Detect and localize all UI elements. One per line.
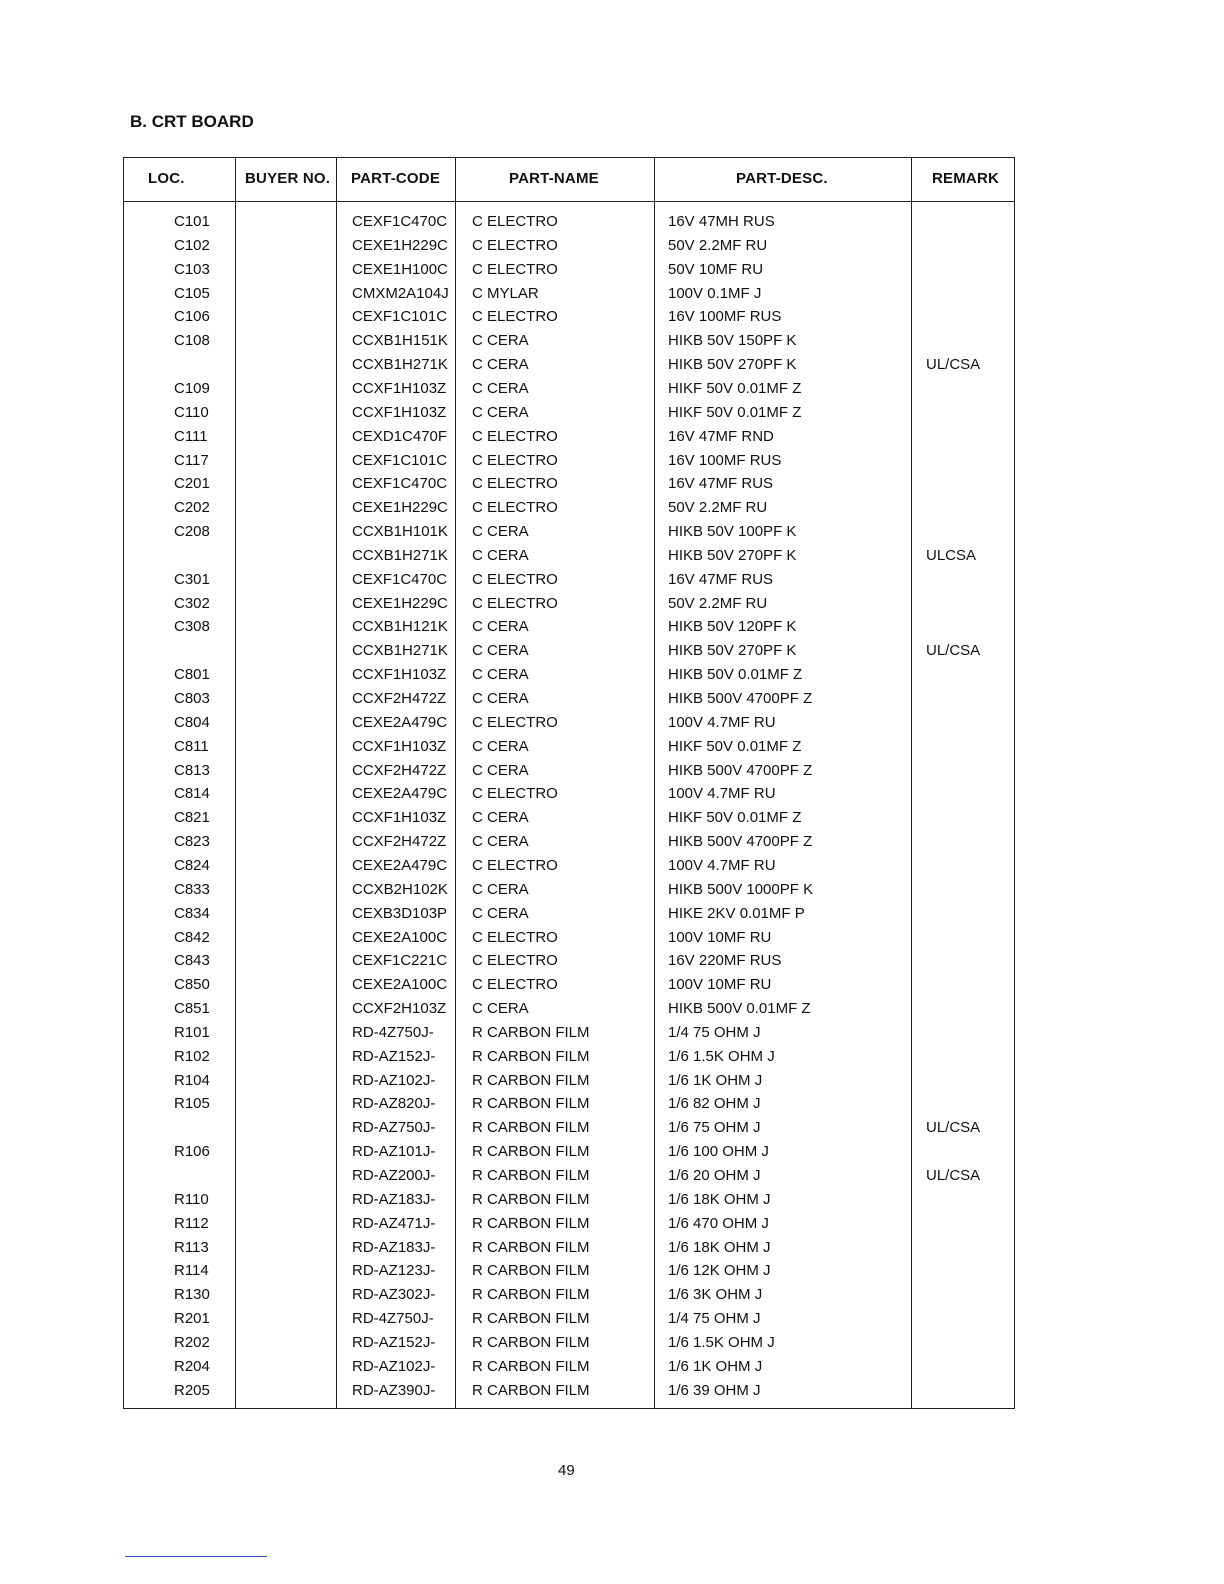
part-desc-cell: 1/6 18K OHM J: [668, 1238, 771, 1256]
table-row: [124, 1164, 1014, 1188]
part-desc-cell: 1/6 75 OHM J: [668, 1119, 761, 1137]
loc-cell: R205: [174, 1381, 210, 1399]
part-code-cell: RD-AZ183J-: [352, 1190, 436, 1208]
part-name-cell: R CARBON FILM: [472, 1095, 590, 1113]
loc-cell: R204: [174, 1357, 210, 1375]
part-desc-cell: 1/6 100 OHM J: [668, 1143, 769, 1161]
part-desc-cell: 1/6 20 OHM J: [668, 1167, 761, 1184]
part-name-cell: C ELECTRO: [472, 451, 558, 469]
part-code-cell: RD-AZ152J-: [352, 1333, 436, 1351]
part-desc-cell: 16V 47MF RND: [668, 427, 774, 445]
table-row: [124, 878, 1014, 902]
part-code-cell: RD-AZ302J-: [352, 1286, 436, 1304]
part-desc-cell: 50V 2.2MF RU: [668, 594, 768, 612]
part-code-cell: RD-AZ750J-: [352, 1119, 436, 1137]
part-code-cell: CEXF1C101C: [352, 451, 448, 469]
remark-cell: UL/CSA: [926, 1167, 981, 1184]
header-part-code: PART-CODE: [351, 170, 441, 187]
part-desc-cell: 1/6 1.5K OHM J: [668, 1333, 775, 1351]
part-desc-cell: 1/4 75 OHM J: [668, 1310, 761, 1328]
part-name-cell: C CERA: [472, 618, 529, 636]
part-desc-cell: 1/6 39 OHM J: [668, 1381, 761, 1399]
part-code-cell: CEXE2A100C: [352, 976, 448, 994]
part-desc-cell: HIKF 50V 0.01MF Z: [668, 809, 802, 827]
table-row: [124, 806, 1014, 830]
table-row: [124, 735, 1014, 759]
table-row: [124, 1355, 1014, 1379]
table-row: [124, 234, 1014, 258]
table-row: [124, 425, 1014, 449]
table-row: [124, 902, 1014, 926]
part-code-cell: CCXF1H103Z: [352, 809, 447, 827]
loc-cell: C834: [174, 904, 210, 922]
part-desc-cell: 1/6 1.5K OHM J: [668, 1047, 775, 1065]
part-desc-cell: HIKF 50V 0.01MF Z: [668, 379, 802, 397]
part-code-cell: CCXF2H103Z: [352, 1000, 447, 1018]
loc-cell: C824: [174, 856, 210, 874]
part-code-cell: RD-4Z750J-: [352, 1023, 434, 1041]
table-row: [124, 1307, 1014, 1331]
table-row: [124, 329, 1014, 353]
loc-cell: C201: [174, 475, 210, 493]
part-code-cell: CCXF1H103Z: [352, 403, 447, 421]
loc-cell: C823: [174, 833, 210, 851]
table-row: [124, 1092, 1014, 1116]
loc-cell: C106: [174, 308, 210, 326]
part-name-cell: C ELECTRO: [472, 475, 558, 493]
part-code-cell: RD-4Z750J-: [352, 1310, 434, 1328]
part-name-cell: C ELECTRO: [472, 594, 558, 612]
part-name-cell: R CARBON FILM: [472, 1119, 590, 1137]
page-number: 49: [558, 1462, 575, 1479]
part-desc-cell: HIKB 500V 1000PF K: [668, 880, 814, 898]
part-name-cell: C ELECTRO: [472, 213, 558, 230]
part-desc-cell: HIKB 500V 4700PF Z: [668, 761, 813, 779]
loc-cell: R106: [174, 1143, 210, 1161]
header-remark: REMARK: [932, 170, 1000, 187]
part-name-cell: R CARBON FILM: [472, 1238, 590, 1256]
part-desc-cell: 16V 100MF RUS: [668, 451, 782, 469]
part-name-cell: R CARBON FILM: [472, 1023, 590, 1041]
loc-cell: C843: [174, 952, 210, 970]
header-part-desc: PART-DESC.: [736, 170, 828, 187]
part-name-cell: C ELECTRO: [472, 928, 558, 946]
loc-cell: C842: [174, 928, 210, 946]
header-loc: LOC.: [148, 170, 185, 187]
part-code-cell: CCXB1H151K: [352, 332, 448, 350]
part-code-cell: CCXF1H103Z: [352, 379, 447, 397]
part-code-cell: CCXF2H472Z: [352, 761, 447, 779]
part-code-cell: RD-AZ102J-: [352, 1357, 436, 1375]
part-desc-cell: HIKB 50V 270PF K: [668, 356, 797, 374]
table-header: [124, 158, 1014, 202]
part-code-cell: CEXD1C470F: [352, 427, 448, 445]
loc-cell: R130: [174, 1286, 210, 1304]
part-code-cell: CEXB3D103P: [352, 904, 448, 922]
part-code-cell: CEXF1C470C: [352, 475, 448, 493]
loc-cell: C117: [174, 451, 209, 469]
loc-cell: C208: [174, 523, 210, 541]
part-name-cell: C CERA: [472, 332, 529, 350]
part-desc-cell: HIKB 500V 0.01MF Z: [668, 1000, 811, 1018]
part-name-cell: R CARBON FILM: [472, 1310, 590, 1328]
part-desc-cell: 100V 0.1MF J: [668, 284, 762, 302]
part-code-cell: CCXF1H103Z: [352, 666, 447, 684]
part-code-cell: CEXF1C470C: [352, 570, 448, 588]
table-row: [124, 1069, 1014, 1093]
part-desc-cell: HIKF 50V 0.01MF Z: [668, 737, 802, 755]
part-code-cell: CCXB2H102K: [352, 880, 448, 898]
part-desc-cell: 16V 47MF RUS: [668, 570, 774, 588]
loc-cell: R101: [174, 1023, 210, 1041]
table-row: [124, 282, 1014, 306]
parts-table: [123, 157, 1015, 1409]
part-code-cell: CEXE1H100C: [352, 260, 448, 278]
part-code-cell: RD-AZ102J-: [352, 1071, 436, 1089]
part-desc-cell: HIKB 50V 100PF K: [668, 523, 797, 541]
part-name-cell: R CARBON FILM: [472, 1190, 590, 1208]
table-row: [124, 1379, 1014, 1403]
loc-cell: C301: [174, 570, 210, 588]
part-desc-cell: HIKB 50V 150PF K: [668, 332, 797, 350]
part-desc-cell: 16V 100MF RUS: [668, 308, 782, 326]
part-name-cell: C ELECTRO: [472, 952, 558, 970]
loc-cell: C111: [174, 427, 208, 445]
part-name-cell: C CERA: [472, 379, 529, 397]
part-name-cell: C CERA: [472, 666, 529, 684]
table-row: [124, 401, 1014, 425]
part-name-cell: C ELECTRO: [472, 499, 558, 517]
part-name-cell: C CERA: [472, 737, 529, 755]
part-code-cell: CEXE2A479C: [352, 713, 448, 731]
remark-cell: UL/CSA: [926, 642, 981, 660]
part-name-cell: C CERA: [472, 1000, 529, 1018]
table-row: [124, 1212, 1014, 1236]
part-name-cell: C ELECTRO: [472, 260, 558, 278]
part-code-cell: CCXB1H271K: [352, 642, 448, 660]
table-row: [124, 1331, 1014, 1355]
part-name-cell: R CARBON FILM: [472, 1047, 590, 1065]
table-row: [124, 926, 1014, 950]
part-desc-cell: 1/6 470 OHM J: [668, 1214, 769, 1232]
part-desc-cell: HIKB 50V 0.01MF Z: [668, 666, 803, 684]
table-row: [124, 305, 1014, 329]
loc-cell: R201: [174, 1310, 210, 1328]
part-name-cell: C ELECTRO: [472, 570, 558, 588]
header-part-name: PART-NAME: [509, 170, 599, 187]
table-row: [124, 353, 1014, 377]
part-code-cell: RD-AZ471J-: [352, 1214, 436, 1232]
table-row: [124, 1283, 1014, 1307]
section-title: B. CRT BOARD: [130, 112, 254, 131]
part-desc-cell: 1/6 18K OHM J: [668, 1190, 771, 1208]
table-row: [124, 1188, 1014, 1212]
part-desc-cell: HIKB 50V 270PF K: [668, 546, 797, 564]
part-name-cell: C ELECTRO: [472, 236, 558, 254]
part-name-cell: C CERA: [472, 809, 529, 827]
loc-cell: C109: [174, 379, 210, 397]
part-code-cell: CCXF1H103Z: [352, 737, 447, 755]
table-row: [124, 1140, 1014, 1164]
loc-cell: C814: [174, 785, 210, 803]
part-desc-cell: HIKB 50V 120PF K: [668, 618, 797, 636]
part-name-cell: C CERA: [472, 546, 529, 564]
loc-cell: C101: [174, 213, 210, 230]
part-code-cell: RD-AZ101J-: [352, 1143, 436, 1161]
part-name-cell: C CERA: [472, 880, 529, 898]
part-name-cell: C ELECTRO: [472, 308, 558, 326]
table-row: [124, 615, 1014, 639]
loc-cell: C851: [174, 1000, 210, 1018]
part-desc-cell: 1/6 12K OHM J: [668, 1262, 771, 1280]
part-name-cell: C CERA: [472, 833, 529, 851]
part-desc-cell: 50V 2.2MF RU: [668, 236, 768, 254]
footer-rule: [125, 1556, 267, 1557]
loc-cell: C308: [174, 618, 210, 636]
part-name-cell: C CERA: [472, 523, 529, 541]
table-row: [124, 1116, 1014, 1140]
loc-cell: C850: [174, 976, 210, 994]
part-name-cell: R CARBON FILM: [472, 1214, 590, 1232]
table-row: [124, 782, 1014, 806]
table-row: [124, 210, 1014, 234]
loc-cell: C102: [174, 236, 210, 254]
loc-cell: C803: [174, 690, 210, 707]
part-name-cell: R CARBON FILM: [472, 1071, 590, 1089]
loc-cell: C108: [174, 332, 210, 350]
table-row: [124, 520, 1014, 544]
loc-cell: R110: [174, 1190, 209, 1208]
part-name-cell: R CARBON FILM: [472, 1167, 590, 1184]
loc-cell: R102: [174, 1047, 210, 1065]
loc-cell: C833: [174, 880, 210, 898]
part-name-cell: C CERA: [472, 761, 529, 779]
table-row: [124, 377, 1014, 401]
part-desc-cell: 1/6 1K OHM J: [668, 1357, 763, 1375]
table-row: [124, 997, 1014, 1021]
loc-cell: R114: [174, 1262, 209, 1280]
loc-cell: C302: [174, 594, 210, 612]
loc-cell: C813: [174, 761, 210, 779]
part-name-cell: C ELECTRO: [472, 785, 558, 803]
table-row: [124, 472, 1014, 496]
part-desc-cell: HIKB 50V 270PF K: [668, 642, 797, 660]
part-code-cell: RD-AZ123J-: [352, 1262, 436, 1280]
remark-cell: UL/CSA: [926, 356, 981, 374]
table-row: [124, 544, 1014, 568]
part-code-cell: CEXE2A479C: [352, 785, 448, 803]
part-name-cell: R CARBON FILM: [472, 1143, 590, 1161]
part-desc-cell: 16V 220MF RUS: [668, 952, 782, 970]
part-code-cell: CCXF2H472Z: [352, 833, 447, 851]
part-code-cell: CEXF1C470C: [352, 213, 448, 230]
part-code-cell: CEXE2A100C: [352, 928, 448, 946]
loc-cell: C821: [174, 809, 210, 827]
table-row: [124, 449, 1014, 473]
table-row: [124, 830, 1014, 854]
part-code-cell: CEXF1C101C: [352, 308, 448, 326]
header-buyer-no: BUYER NO.: [245, 170, 331, 187]
loc-cell: R105: [174, 1095, 210, 1113]
loc-cell: C811: [174, 737, 209, 755]
part-code-cell: CCXB1H271K: [352, 356, 448, 374]
part-name-cell: C ELECTRO: [472, 976, 558, 994]
part-name-cell: R CARBON FILM: [472, 1286, 590, 1304]
part-code-cell: CMXM2A104J: [352, 284, 449, 302]
part-code-cell: CEXE1H229C: [352, 594, 448, 612]
loc-cell: C110: [174, 403, 209, 421]
table-row: [124, 687, 1014, 711]
part-code-cell: CEXF1C221C: [352, 952, 448, 970]
table-row: [124, 949, 1014, 973]
part-name-cell: C CERA: [472, 904, 529, 922]
loc-cell: C103: [174, 260, 210, 278]
table-row: [124, 258, 1014, 282]
part-desc-cell: 50V 2.2MF RU: [668, 499, 768, 517]
part-desc-cell: HIKF 50V 0.01MF Z: [668, 403, 802, 421]
part-desc-cell: 1/4 75 OHM J: [668, 1023, 761, 1041]
part-desc-cell: 100V 4.7MF RU: [668, 785, 776, 803]
part-name-cell: C ELECTRO: [472, 427, 558, 445]
loc-cell: C801: [174, 666, 210, 684]
loc-cell: C804: [174, 713, 210, 731]
part-desc-cell: 100V 4.7MF RU: [668, 713, 776, 731]
part-code-cell: RD-AZ183J-: [352, 1238, 436, 1256]
part-name-cell: C CERA: [472, 356, 529, 374]
table-row: [124, 663, 1014, 687]
part-code-cell: CCXB1H101K: [352, 523, 448, 541]
table-row: [124, 1021, 1014, 1045]
loc-cell: R112: [174, 1214, 209, 1232]
loc-cell: R104: [174, 1071, 210, 1089]
part-desc-cell: 1/6 82 OHM J: [668, 1095, 761, 1113]
part-code-cell: RD-AZ152J-: [352, 1047, 436, 1065]
table-row: [124, 496, 1014, 520]
part-code-cell: CCXB1H271K: [352, 546, 448, 564]
part-desc-cell: HIKE 2KV 0.01MF P: [668, 904, 805, 922]
part-name-cell: C CERA: [472, 690, 529, 707]
remark-cell: ULCSA: [926, 546, 977, 564]
table-row: [124, 592, 1014, 616]
part-name-cell: R CARBON FILM: [472, 1357, 590, 1375]
part-code-cell: CEXE1H229C: [352, 499, 448, 517]
part-desc-cell: 100V 10MF RU: [668, 976, 772, 994]
part-name-cell: C MYLAR: [472, 284, 539, 302]
loc-cell: R113: [174, 1238, 209, 1256]
part-name-cell: R CARBON FILM: [472, 1262, 590, 1280]
part-desc-cell: 16V 47MF RUS: [668, 475, 774, 493]
part-code-cell: RD-AZ200J-: [352, 1167, 436, 1184]
table-row: [124, 568, 1014, 592]
table-row: [124, 1045, 1014, 1069]
loc-cell: R202: [174, 1333, 210, 1351]
table-row: [124, 639, 1014, 663]
part-code-cell: CEXE1H229C: [352, 236, 448, 254]
table-row: [124, 973, 1014, 997]
loc-cell: C105: [174, 284, 210, 302]
part-code-cell: CCXF2H472Z: [352, 690, 447, 707]
part-code-cell: RD-AZ390J-: [352, 1381, 436, 1399]
part-desc-cell: HIKB 500V 4700PF Z: [668, 833, 813, 851]
table-row: [124, 1259, 1014, 1283]
part-desc-cell: 1/6 3K OHM J: [668, 1286, 763, 1304]
table-row: [124, 1236, 1014, 1260]
part-name-cell: C ELECTRO: [472, 856, 558, 874]
part-desc-cell: 100V 10MF RU: [668, 928, 772, 946]
part-desc-cell: 16V 47MH RUS: [668, 213, 775, 230]
part-desc-cell: 1/6 1K OHM J: [668, 1071, 763, 1089]
part-name-cell: C ELECTRO: [472, 713, 558, 731]
part-desc-cell: HIKB 500V 4700PF Z: [668, 690, 813, 707]
part-name-cell: C CERA: [472, 403, 529, 421]
part-name-cell: R CARBON FILM: [472, 1333, 590, 1351]
loc-cell: C202: [174, 499, 210, 517]
part-name-cell: R CARBON FILM: [472, 1381, 590, 1399]
remark-cell: UL/CSA: [926, 1119, 981, 1137]
part-name-cell: C CERA: [472, 642, 529, 660]
table-row: [124, 711, 1014, 735]
part-code-cell: CCXB1H121K: [352, 618, 448, 636]
part-code-cell: CEXE2A479C: [352, 856, 448, 874]
part-code-cell: RD-AZ820J-: [352, 1095, 436, 1113]
part-desc-cell: 100V 4.7MF RU: [668, 856, 776, 874]
table-row: [124, 854, 1014, 878]
table-row: [124, 759, 1014, 783]
part-desc-cell: 50V 10MF RU: [668, 260, 764, 278]
